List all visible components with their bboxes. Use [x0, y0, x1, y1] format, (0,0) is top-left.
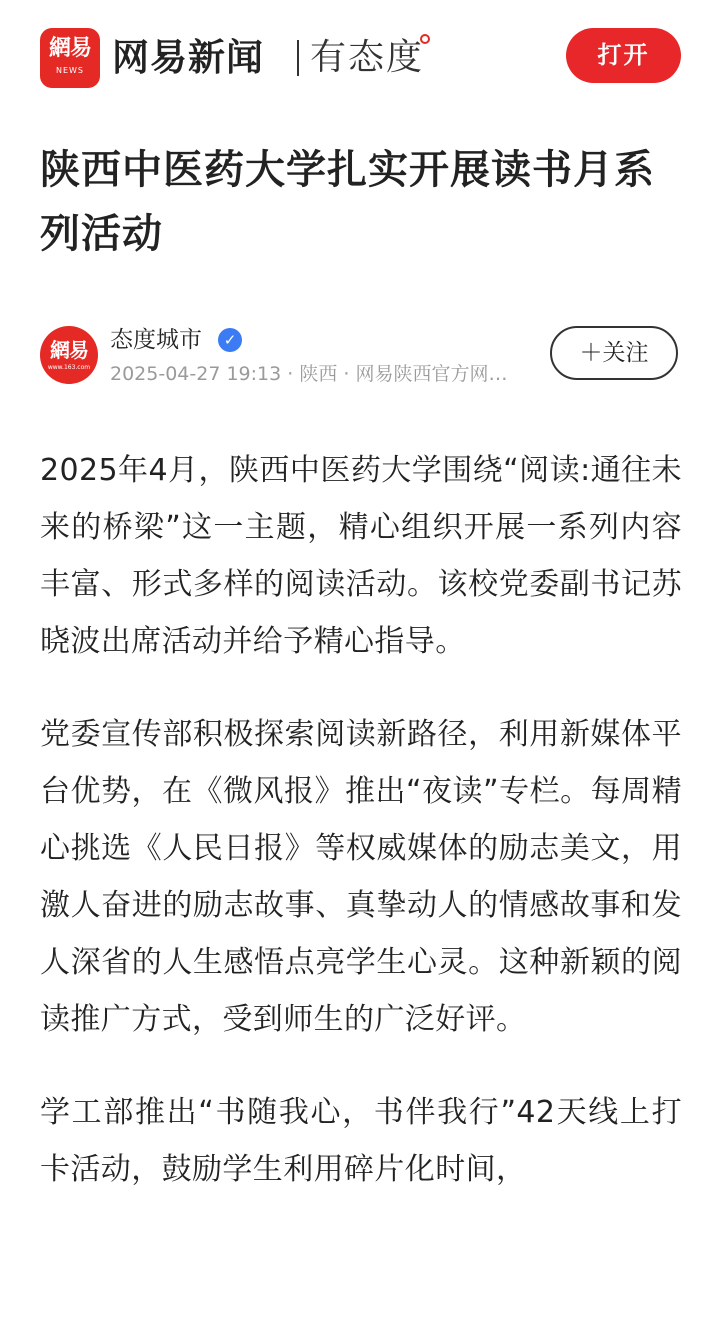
article-paragraph: 党委宣传部积极探索阅读新路径，利用新媒体平台优势，在《微风报》推出“夜读”专栏。每周精心挑选《人民日报》等权威媒体的励志美文，用激人奋进的励志故事、真挚动人的情感故事和发人深省的人生感悟点亮学生心灵。这种新颖的阅读推广方式，受到师生的广泛好评。	[40, 717, 682, 1037]
open-app-button[interactable]: 打开	[566, 28, 681, 83]
brand-divider	[297, 40, 299, 76]
article-paragraph: 2025年4月，陕西中医药大学围绕“阅读:通往未来的桥梁”这一主题，精心组织开展一系列内容丰富、形式多样的阅读活动。该校党委副书记苏晓波出席活动并给予精心指导。	[40, 453, 682, 659]
brand-slogan: 有态度	[310, 37, 425, 78]
brand-title: 网易新闻	[112, 36, 264, 79]
author-avatar[interactable]	[40, 326, 98, 384]
netease-news-logo[interactable]	[40, 28, 100, 88]
top-bar	[0, 0, 720, 112]
author-name[interactable]: 态度城市	[110, 327, 202, 353]
avatar-logo-subtext: www.163.com	[47, 364, 91, 371]
avatar-logo-text: 網易	[50, 338, 88, 362]
article-paragraph: 学工部推出“书随我心，书伴我行”42天线上打卡活动，鼓励学生利用碎片化时间，	[40, 1095, 682, 1187]
article-body	[40, 442, 682, 1234]
follow-button[interactable]: ＋关注	[550, 326, 678, 380]
slogan-degree-icon	[420, 34, 430, 44]
article-meta: 2025-04-27 19:13 · 陕西 · 网易陕西官方网…	[110, 363, 508, 385]
article-headline: 陕西中医药大学扎实开展读书月系列活动	[40, 147, 655, 257]
logo-text: 網易	[48, 36, 91, 61]
verified-check-icon: ✓	[218, 328, 242, 352]
logo-subtext: NEWS	[55, 66, 85, 75]
